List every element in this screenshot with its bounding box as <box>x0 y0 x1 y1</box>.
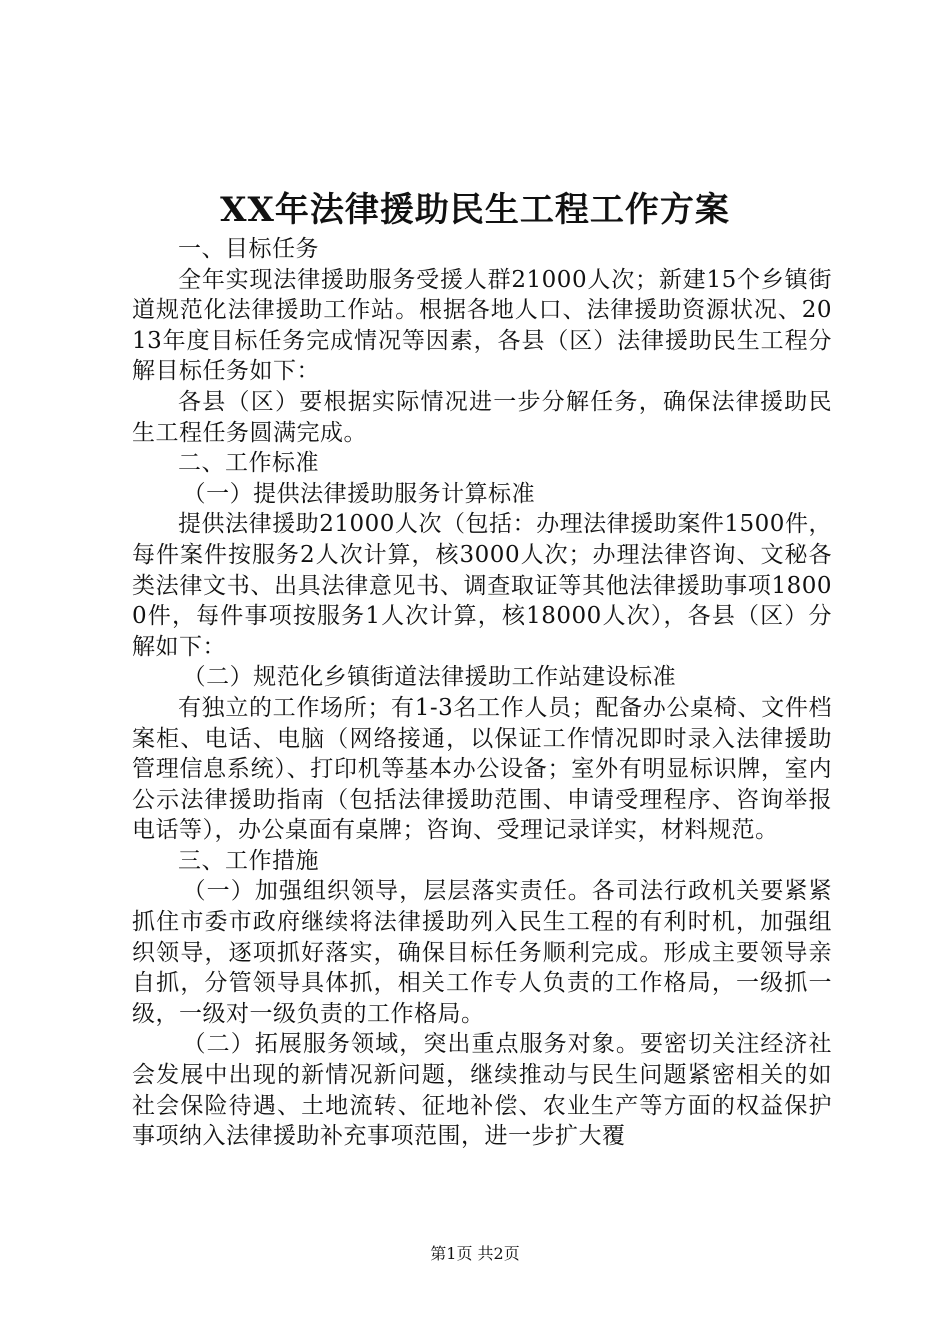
subsection-heading: （一）提供法律援助服务计算标准 <box>182 480 536 507</box>
section-heading-2: 二、工作标准 <box>178 450 319 477</box>
document-title: XX年法律援助民生工程工作方案 <box>220 190 730 230</box>
paragraph: 全年实现法律援助服务受援人群21000人次；新建15个乡镇街道规范化法律援助工作站。根据各地人口、法律援助资源状况、2013年度目标任务完成情况等因素，各县（区）法律援助民生工程分解目标任务如下： <box>132 266 832 385</box>
document-body <box>132 234 832 1152</box>
paragraph: （二）拓展服务领域，突出重点服务对象。要密切关注经济社会发展中出现的新情况新问题，继续推动与民生问题紧密相关的如社会保险待遇、土地流转、征地补偿、农业生产等方面的权益保护事项纳入法律援助补充事项范围，进一步扩大覆 <box>132 1031 832 1150</box>
paragraph: 各县（区）要根据实际情况进一步分解任务，确保法律援助民生工程任务圆满完成。 <box>132 388 832 446</box>
page-number-footer: 第1页 共2页 <box>430 1244 520 1263</box>
section-heading-1: 一、目标任务 <box>178 236 319 262</box>
subsection-heading: （二）规范化乡镇街道法律援助工作站建设标准 <box>182 664 677 691</box>
paragraph: 有独立的工作场所；有1-3名工作人员；配备办公桌椅、文件档案柜、电话、电脑（网络接通，以保证工作情况即时录入法律援助管理信息系统）、打印机等基本办公设备；室外有明显标识牌，室内公示法律援助指南（包括法律援助范围、申请受理程序、咨询举报电话等），办公桌面有桌牌；咨询、受理记录详实，材料规范。 <box>132 694 832 844</box>
section-heading-3: 三、工作措施 <box>178 847 319 874</box>
paragraph: 提供法律援助21000人次（包括：办理法律援助案件1500件，每件案件按服务2人次计算，核3000人次；办理法律咨询、文秘各类法律文书、出具法律意见书、调查取证等其他法律援助事项18000件，每件事项按服务1人次计算，核18000人次），各县（区）分解如下： <box>132 511 832 660</box>
paragraph: （一）加强组织领导，层层落实责任。各司法行政机关要紧紧抓住市委市政府继续将法律援助列入民生工程的有利时机，加强组织领导，逐项抓好落实，确保目标任务顺利完成。形成主要领导亲自抓，分管领导具体抓，相关工作专人负责的工作格局，一级抓一级，一级对一级负责的工作格局。 <box>132 878 832 1027</box>
